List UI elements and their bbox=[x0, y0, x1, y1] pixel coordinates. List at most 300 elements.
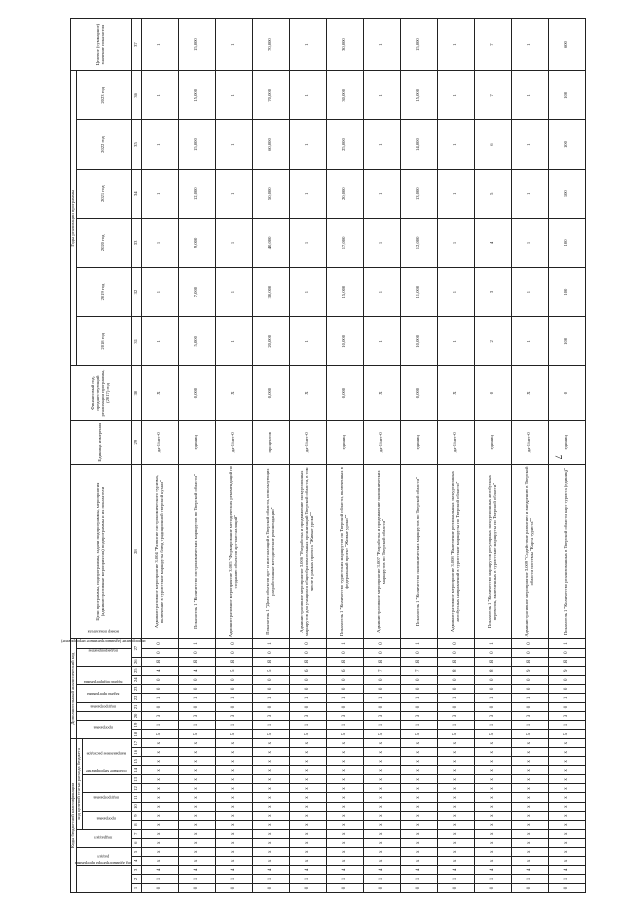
code-cell: 5 bbox=[215, 666, 252, 675]
code-cell: х bbox=[215, 748, 252, 757]
code-cell: 1 bbox=[141, 874, 178, 883]
final-value: 15,000 bbox=[178, 19, 215, 71]
code-cell: х bbox=[437, 766, 474, 775]
code-cell: 1 bbox=[252, 639, 289, 648]
kcsr-subprogram-header: подпрограмма bbox=[82, 793, 131, 811]
code-cell: 3 bbox=[474, 711, 511, 720]
code-cell: 0 bbox=[400, 675, 437, 684]
column-number: 2 bbox=[131, 874, 141, 883]
code-cell: х bbox=[326, 766, 363, 775]
year-value: 50,000 bbox=[252, 169, 289, 218]
column-number: 13 bbox=[131, 775, 141, 784]
code-cell: х bbox=[141, 856, 178, 865]
final-value: 30,000 bbox=[326, 19, 363, 71]
code-cell: х bbox=[215, 775, 252, 784]
column-number: 18 bbox=[131, 730, 141, 739]
code-cell: х bbox=[289, 838, 326, 847]
column-number: 17 bbox=[131, 739, 141, 748]
column-number: 27 bbox=[131, 639, 141, 657]
code-cell: х bbox=[400, 739, 437, 748]
code-cell: х bbox=[252, 766, 289, 775]
code-cell: х bbox=[474, 757, 511, 766]
column-number: 28 bbox=[131, 464, 141, 639]
table-row bbox=[215, 19, 252, 893]
code-cell: х bbox=[141, 793, 178, 802]
code-cell: х bbox=[252, 739, 289, 748]
code-cell: х bbox=[215, 811, 252, 820]
code-cell: 1 bbox=[400, 874, 437, 883]
final-value: 7 bbox=[474, 19, 511, 71]
year-value: 3 bbox=[474, 268, 511, 317]
code-cell: х bbox=[437, 856, 474, 865]
code-cell: х bbox=[141, 811, 178, 820]
year-value: 25,000 bbox=[326, 120, 363, 169]
year-value: 7,000 bbox=[178, 268, 215, 317]
code-cell: х bbox=[141, 766, 178, 775]
code-cell: 3 bbox=[437, 711, 474, 720]
code-cell: х bbox=[437, 811, 474, 820]
code-cell: Я bbox=[548, 657, 585, 666]
code-cell: 1 bbox=[178, 639, 215, 648]
code-cell: х bbox=[178, 838, 215, 847]
code-cell: х bbox=[437, 757, 474, 766]
code-cell: 0 bbox=[252, 702, 289, 711]
year-value: 1 bbox=[511, 268, 548, 317]
year-value: 1 bbox=[511, 317, 548, 366]
year-value: 70,000 bbox=[252, 71, 289, 120]
code-cell: х bbox=[474, 856, 511, 865]
base-year-value: 0,000 bbox=[252, 366, 289, 420]
code-cell: Я bbox=[215, 657, 252, 666]
goal-description: Показатель 1 "Количество гастрономических маршрутов по Тверской области" bbox=[178, 464, 215, 639]
year-value: 1 bbox=[141, 317, 178, 366]
fin-year-header: Финансовый год, предшествующий реализации программы, (2017) год bbox=[71, 366, 132, 420]
page-number: 7 bbox=[553, 454, 564, 460]
code-cell: 6 bbox=[326, 666, 363, 675]
code-cell: 4 bbox=[141, 865, 178, 874]
base-year-value: 0 bbox=[474, 366, 511, 420]
code-cell: 0 bbox=[548, 702, 585, 711]
code-cell: х bbox=[178, 766, 215, 775]
code-cell: х bbox=[363, 838, 400, 847]
code-cell: х bbox=[363, 748, 400, 757]
code-cell: х bbox=[511, 811, 548, 820]
code-cell: 1 bbox=[326, 693, 363, 702]
code-cell: х bbox=[252, 811, 289, 820]
code-cell: х bbox=[289, 766, 326, 775]
code-cell: х bbox=[252, 748, 289, 757]
goal-description: Показатель 1 "Количество реализованных в Тверской области карт туриста (единиц)" bbox=[548, 464, 585, 639]
code-cell: х bbox=[474, 775, 511, 784]
code-cell: 1 bbox=[437, 721, 474, 730]
year-value: 1 bbox=[437, 218, 474, 267]
code-cell: 0 bbox=[252, 684, 289, 693]
code-cell: 4 bbox=[511, 865, 548, 874]
extra-event-header: мероприятие (административное мероприятие) bbox=[76, 666, 131, 684]
code-cell: х bbox=[363, 811, 400, 820]
code-cell: х bbox=[474, 811, 511, 820]
code-cell: х bbox=[437, 838, 474, 847]
column-number: 30 bbox=[131, 366, 141, 420]
goal-description: Показатель 1 "Количество туристских маршрутов по Тверской области, включенных в федеральный проект "Живые уроки"" bbox=[326, 464, 363, 639]
code-cell: х bbox=[511, 784, 548, 793]
code-cell: х bbox=[548, 766, 585, 775]
code-cell: х bbox=[363, 856, 400, 865]
base-year-value: Х bbox=[215, 366, 252, 420]
razdel-header: раздел bbox=[76, 847, 131, 865]
goal-description: Административное мероприятие 3.006 "Разработка и продвижение экскурсионных маршрутов для учащихся общеобразовательных организаций Тверской области, в том числе в рамках проекта "Живые уроки"" bbox=[289, 464, 326, 639]
code-cell: х bbox=[141, 847, 178, 856]
code-cell: 7 bbox=[400, 666, 437, 675]
code-cell: х bbox=[289, 793, 326, 802]
year-value: 1 bbox=[363, 218, 400, 267]
year-value: 10,000 bbox=[326, 317, 363, 366]
year-value: 1 bbox=[363, 317, 400, 366]
code-cell: 4 bbox=[178, 865, 215, 874]
code-cell: х bbox=[548, 838, 585, 847]
year-value: 13,000 bbox=[400, 169, 437, 218]
unit-cell: единиц bbox=[400, 420, 437, 464]
code-cell: х bbox=[289, 784, 326, 793]
table-row bbox=[252, 19, 289, 893]
code-cell: 1 bbox=[437, 693, 474, 702]
goal-description: Административное мероприятие 3.008 "Включение региональных экскурсионных автобусных направлений в туристские маршруты по Тверской области" bbox=[437, 464, 474, 639]
column-number: 5 bbox=[131, 847, 141, 856]
code-cell: 8 bbox=[437, 666, 474, 675]
code-cell: 1 bbox=[252, 874, 289, 883]
code-cell: х bbox=[474, 739, 511, 748]
code-cell: 0 bbox=[474, 883, 511, 892]
code-cell: 0 bbox=[178, 684, 215, 693]
code-cell: 3 bbox=[178, 711, 215, 720]
code-cell: 0 bbox=[178, 883, 215, 892]
unit-cell: процентов bbox=[252, 420, 289, 464]
table-row bbox=[178, 19, 215, 893]
code-cell: 5 bbox=[289, 730, 326, 739]
code-cell: 0 bbox=[141, 675, 178, 684]
year-value: 14,000 bbox=[400, 120, 437, 169]
code-cell: Я bbox=[141, 657, 178, 666]
code-cell: 0 bbox=[289, 639, 326, 648]
code-cell: х bbox=[548, 847, 585, 856]
code-cell: х bbox=[400, 775, 437, 784]
code-cell: х bbox=[289, 739, 326, 748]
code-cell: 4 bbox=[252, 865, 289, 874]
table-row bbox=[326, 19, 363, 893]
year-value: 1 bbox=[141, 120, 178, 169]
code-cell: х bbox=[474, 802, 511, 811]
code-cell: Я bbox=[437, 657, 474, 666]
unit-cell: да-1/нет-0 bbox=[289, 420, 326, 464]
year-value: 1 bbox=[511, 218, 548, 267]
code-cell: 5 bbox=[215, 730, 252, 739]
table-body bbox=[141, 19, 585, 893]
year-value: 1 bbox=[141, 169, 178, 218]
admin-code-header: код администратора программы bbox=[76, 865, 131, 892]
code-cell: 0 bbox=[326, 684, 363, 693]
code-cell: 3 bbox=[400, 711, 437, 720]
year-value: 100 bbox=[548, 120, 585, 169]
code-cell: х bbox=[141, 829, 178, 838]
code-cell: х bbox=[474, 838, 511, 847]
column-number: 37 bbox=[131, 19, 141, 71]
column-number: 21 bbox=[131, 702, 141, 711]
code-cell: 4 bbox=[326, 865, 363, 874]
code-cell: 0 bbox=[474, 675, 511, 684]
year-value: 1 bbox=[437, 268, 474, 317]
code-cell: 0 bbox=[437, 883, 474, 892]
final-value-header: Целевое (суммарное) значение показателя bbox=[71, 19, 132, 71]
year-value: 15,000 bbox=[178, 71, 215, 120]
code-cell: х bbox=[511, 739, 548, 748]
year-value: 1 bbox=[289, 169, 326, 218]
table-row bbox=[474, 19, 511, 893]
code-cell: х bbox=[326, 748, 363, 757]
column-numbers-row bbox=[131, 19, 141, 893]
year-2019-header: 2019 год bbox=[76, 268, 131, 317]
final-value: 70,000 bbox=[252, 19, 289, 71]
code-cell: 3 bbox=[326, 711, 363, 720]
year-value: 15,000 bbox=[178, 120, 215, 169]
code-cell: х bbox=[326, 757, 363, 766]
code-cell: 0 bbox=[548, 675, 585, 684]
year-value: 40,000 bbox=[252, 218, 289, 267]
code-cell: х bbox=[474, 829, 511, 838]
code-cell: 1 bbox=[474, 721, 511, 730]
code-cell: х bbox=[437, 775, 474, 784]
code-cell: х bbox=[252, 775, 289, 784]
year-value: 17,000 bbox=[326, 218, 363, 267]
code-cell: 0 bbox=[363, 639, 400, 648]
table-row bbox=[363, 19, 400, 893]
code-cell: х bbox=[252, 793, 289, 802]
code-cell: х bbox=[215, 739, 252, 748]
code-cell: х bbox=[511, 820, 548, 829]
kcsr-main-event-header: основное мероприятие bbox=[82, 775, 131, 793]
code-cell: х bbox=[326, 838, 363, 847]
code-cell: х bbox=[548, 856, 585, 865]
code-cell: 0 bbox=[548, 883, 585, 892]
code-cell: х bbox=[289, 856, 326, 865]
code-cell: х bbox=[548, 829, 585, 838]
code-cell: х bbox=[289, 775, 326, 784]
goal-description: Показатель 1 "Количество маршрутов регулярных экскурсионных автобусных перевозок, включенных в туристские маршруты по Тверской области" bbox=[474, 464, 511, 639]
unit-cell: да-1/нет-0 bbox=[215, 420, 252, 464]
code-cell: х bbox=[474, 820, 511, 829]
code-cell: х bbox=[363, 820, 400, 829]
code-cell: х bbox=[252, 802, 289, 811]
podrazdel-header: подраздел bbox=[76, 829, 131, 847]
column-number: 7 bbox=[131, 829, 141, 838]
code-cell: х bbox=[326, 793, 363, 802]
goal-description: Административное мероприятие 3.009 "Содействие развитию и внедрению в Тверской области системы "Карта туриста"" bbox=[511, 464, 548, 639]
code-cell: х bbox=[400, 748, 437, 757]
code-cell: х bbox=[474, 784, 511, 793]
code-cell: Я bbox=[326, 657, 363, 666]
year-value: 11,000 bbox=[400, 268, 437, 317]
code-cell: х bbox=[178, 793, 215, 802]
code-cell: х bbox=[363, 757, 400, 766]
table-row bbox=[437, 19, 474, 893]
code-cell: 4 bbox=[215, 865, 252, 874]
unit-cell: да-1/нет-0 bbox=[437, 420, 474, 464]
code-cell: х bbox=[215, 766, 252, 775]
code-cell: 8 bbox=[474, 666, 511, 675]
year-2022-header: 2022 год bbox=[76, 120, 131, 169]
column-number: 20 bbox=[131, 711, 141, 720]
code-cell: 0 bbox=[141, 639, 178, 648]
column-number: 24 bbox=[131, 675, 141, 684]
code-cell: Я bbox=[474, 657, 511, 666]
code-cell: х bbox=[178, 739, 215, 748]
year-value: 15,000 bbox=[326, 268, 363, 317]
extra-program-header: программа bbox=[76, 721, 131, 739]
code-cell: х bbox=[141, 739, 178, 748]
code-cell: х bbox=[437, 793, 474, 802]
code-cell: 1 bbox=[511, 693, 548, 702]
code-cell: 4 bbox=[178, 666, 215, 675]
year-value: 1 bbox=[215, 71, 252, 120]
year-value: 1 bbox=[141, 268, 178, 317]
code-cell: 4 bbox=[474, 865, 511, 874]
code-cell: х bbox=[252, 784, 289, 793]
code-cell: х bbox=[289, 829, 326, 838]
year-value: 100 bbox=[548, 268, 585, 317]
code-cell: х bbox=[363, 847, 400, 856]
column-number: 34 bbox=[131, 169, 141, 218]
code-cell: х bbox=[511, 856, 548, 865]
column-number: 6 bbox=[131, 838, 141, 847]
kcsr-direction-header: направление расходов bbox=[82, 739, 131, 775]
code-cell: х bbox=[215, 838, 252, 847]
code-cell: х bbox=[289, 802, 326, 811]
code-cell: 3 bbox=[141, 711, 178, 720]
code-cell: 1 bbox=[511, 874, 548, 883]
year-2018-header: 2018 год bbox=[76, 317, 131, 366]
code-cell: 1 bbox=[548, 721, 585, 730]
year-value: 100 bbox=[548, 218, 585, 267]
column-number: 25 bbox=[131, 666, 141, 675]
code-cell: х bbox=[511, 802, 548, 811]
code-cell: х bbox=[511, 793, 548, 802]
extra-subevent-header: подмероприятие bbox=[76, 648, 131, 666]
code-cell: х bbox=[215, 784, 252, 793]
unit-cell: единиц bbox=[178, 420, 215, 464]
code-cell: 0 bbox=[363, 684, 400, 693]
unit-cell: да-1/нет-0 bbox=[511, 420, 548, 464]
code-cell: х bbox=[252, 829, 289, 838]
code-cell: 0 bbox=[215, 675, 252, 684]
code-cell: 1 bbox=[215, 874, 252, 883]
goal-description: Административное мероприятие 3.004 "Развитие гастрономического туризма, включение в туристские маршруты блюд традиционной тверской кухни" bbox=[141, 464, 178, 639]
code-cell: х bbox=[548, 757, 585, 766]
code-cell: 0 bbox=[363, 648, 400, 657]
year-value: 12,000 bbox=[178, 169, 215, 218]
base-year-value: Х bbox=[511, 366, 548, 420]
kbk-group-header: Коды бюджетной классификации bbox=[71, 739, 77, 893]
code-cell: х bbox=[400, 793, 437, 802]
column-number: 4 bbox=[131, 856, 141, 865]
year-value: 1 bbox=[289, 268, 326, 317]
year-value: 1 bbox=[437, 169, 474, 218]
code-cell: 0 bbox=[215, 648, 252, 657]
year-value: 1 bbox=[289, 218, 326, 267]
column-number: 32 bbox=[131, 268, 141, 317]
code-cell: 5 bbox=[363, 730, 400, 739]
code-cell: 5 bbox=[252, 666, 289, 675]
final-value: 1 bbox=[511, 19, 548, 71]
code-cell: 4 bbox=[437, 865, 474, 874]
code-cell: 1 bbox=[141, 721, 178, 730]
code-cell: х bbox=[400, 811, 437, 820]
code-cell: 0 bbox=[548, 648, 585, 657]
code-cell: 5 bbox=[474, 730, 511, 739]
column-number: 35 bbox=[131, 120, 141, 169]
code-cell: х bbox=[215, 802, 252, 811]
code-cell: 0 bbox=[400, 883, 437, 892]
code-cell: 7 bbox=[363, 666, 400, 675]
kcsr-program-header: программа bbox=[82, 811, 131, 829]
code-cell: х bbox=[437, 820, 474, 829]
program-indicators-table bbox=[61, 18, 586, 893]
column-number: 8 bbox=[131, 820, 141, 829]
code-cell: х bbox=[511, 757, 548, 766]
code-cell: 0 bbox=[437, 675, 474, 684]
final-value: 600 bbox=[548, 19, 585, 71]
code-cell: 0 bbox=[215, 639, 252, 648]
code-cell: х bbox=[400, 838, 437, 847]
code-cell: х bbox=[474, 793, 511, 802]
code-cell: 0 bbox=[178, 648, 215, 657]
code-cell: х bbox=[178, 784, 215, 793]
code-cell: х bbox=[141, 820, 178, 829]
base-year-value: Х bbox=[363, 366, 400, 420]
code-cell: 1 bbox=[289, 721, 326, 730]
code-cell: 0 bbox=[363, 883, 400, 892]
code-cell: х bbox=[215, 757, 252, 766]
code-cell: 0 bbox=[289, 883, 326, 892]
column-number: 14 bbox=[131, 766, 141, 775]
code-cell: Я bbox=[400, 657, 437, 666]
extra-subprogram-header: подпрограмма bbox=[76, 711, 131, 720]
code-cell: х bbox=[178, 811, 215, 820]
table-row bbox=[511, 19, 548, 893]
code-cell: 1 bbox=[326, 721, 363, 730]
code-cell: х bbox=[400, 820, 437, 829]
column-number: 22 bbox=[131, 693, 141, 702]
code-cell: х bbox=[252, 820, 289, 829]
code-cell: х bbox=[548, 784, 585, 793]
code-cell: х bbox=[178, 748, 215, 757]
code-cell: х bbox=[400, 856, 437, 865]
column-number: 31 bbox=[131, 317, 141, 366]
code-cell: х bbox=[400, 847, 437, 856]
year-value: 1 bbox=[141, 71, 178, 120]
code-cell: 1 bbox=[400, 639, 437, 648]
code-cell: 3 bbox=[289, 711, 326, 720]
code-cell: 0 bbox=[215, 702, 252, 711]
code-cell: х bbox=[289, 847, 326, 856]
code-cell: 0 bbox=[511, 639, 548, 648]
code-cell: х bbox=[437, 739, 474, 748]
code-cell: х bbox=[141, 784, 178, 793]
code-cell: 0 bbox=[215, 883, 252, 892]
year-value: 1 bbox=[363, 268, 400, 317]
code-cell: х bbox=[474, 847, 511, 856]
code-cell: 5 bbox=[141, 730, 178, 739]
code-cell: х bbox=[141, 775, 178, 784]
year-value: 7 bbox=[474, 71, 511, 120]
